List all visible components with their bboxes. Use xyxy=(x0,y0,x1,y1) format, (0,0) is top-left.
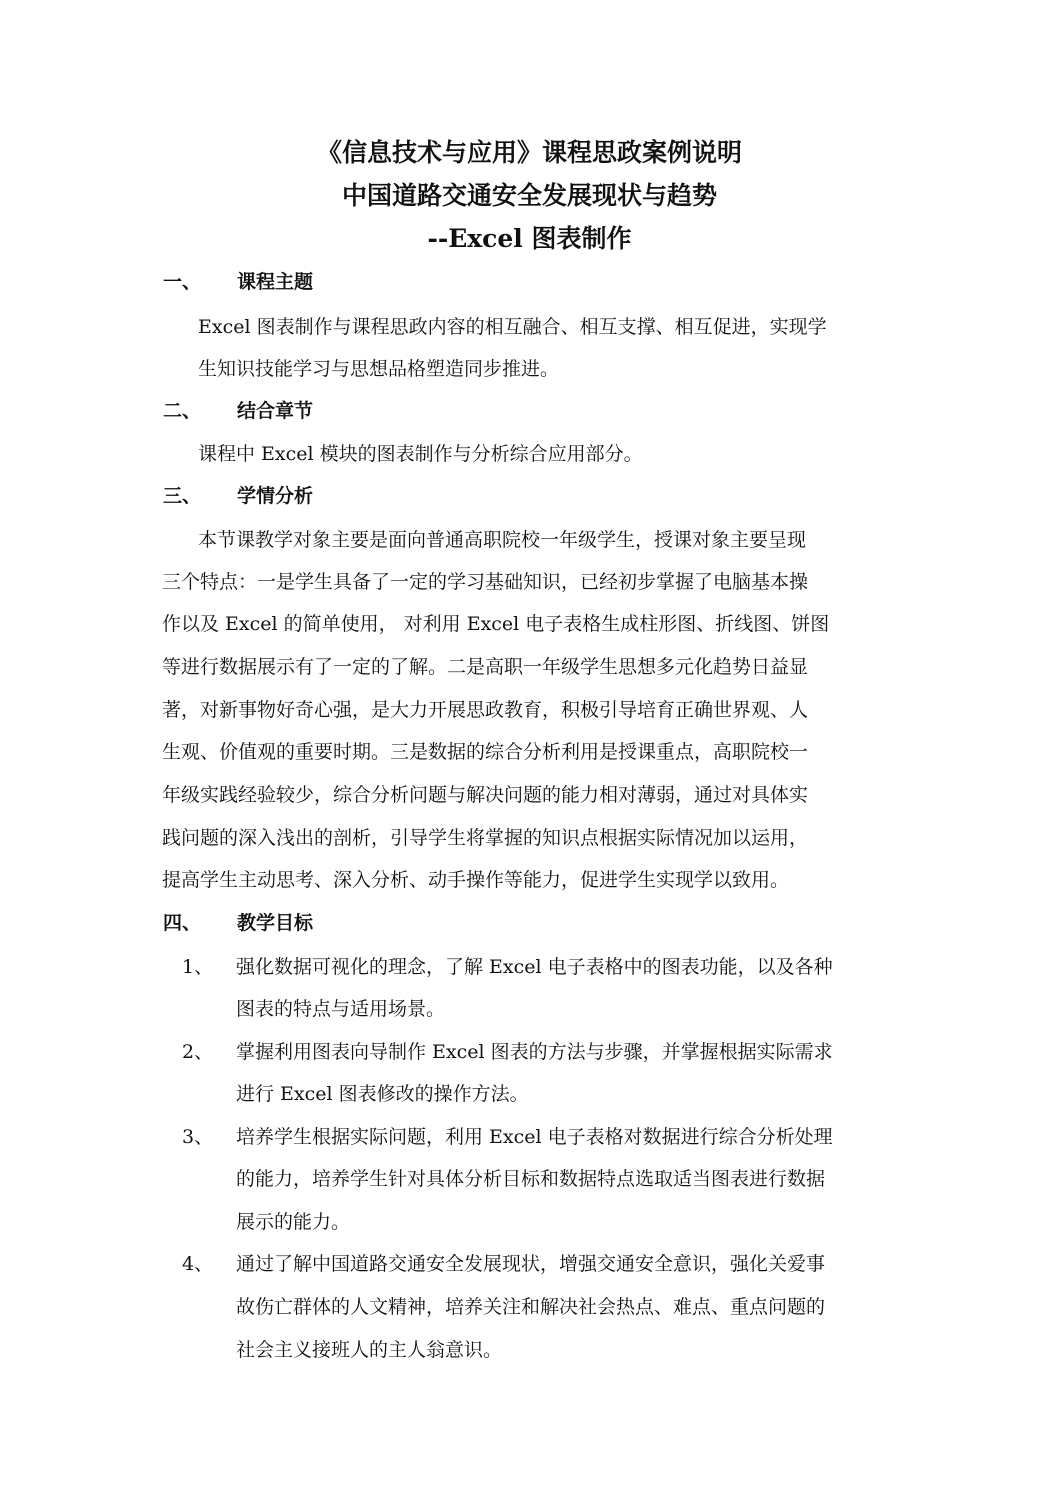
paragraph-line: 作以及 Excel 的简单使用， 对利用 Excel 电子表格生成柱形图、折线图、饼图 xyxy=(162,613,830,635)
paragraph-line: 生观、价值观的重要时期。三是数据的综合分析利用是授课重点，高职院校一 xyxy=(162,741,809,763)
list-item-line: 培养学生根据实际问题，利用 Excel 电子表格对数据进行综合分析处理 xyxy=(236,1126,833,1148)
list-item-number: 3、 xyxy=(182,1126,214,1148)
section-number: 二、 xyxy=(163,400,202,422)
paragraph-line: 著，对新事物好奇心强，是大力开展思政教育，积极引导培育正确世界观、人 xyxy=(162,699,809,721)
paragraph-line: 三个特点：一是学生具备了一定的学习基础知识，已经初步掌握了电脑基本操 xyxy=(162,571,809,593)
section-heading-course-topic xyxy=(163,270,313,294)
list-item-line: 社会主义接班人的主人翁意识。 xyxy=(236,1339,503,1361)
paragraph-line: 课程中 Excel 模块的图表制作与分析综合应用部分。 xyxy=(198,443,643,465)
list-item-number: 4、 xyxy=(182,1253,214,1275)
section-heading-teaching-goals xyxy=(163,911,313,935)
section-title: 课程主题 xyxy=(237,271,314,293)
paragraph-line: 生知识技能学习与思想品格塑造同步推进。 xyxy=(198,358,560,380)
list-item-line: 强化数据可视化的理念，了解 Excel 电子表格中的图表功能，以及各种 xyxy=(236,956,833,978)
list-item-number: 2、 xyxy=(182,1041,214,1063)
section-title: 结合章节 xyxy=(237,400,314,422)
section-number: 三、 xyxy=(163,485,202,507)
list-item-line: 通过了解中国道路交通安全发展现状，增强交通安全意识，强化关爱事 xyxy=(236,1253,826,1275)
list-item-number: 1、 xyxy=(182,956,214,978)
paragraph-line: 等进行数据展示有了一定的了解。二是高职一年级学生思想多元化趋势日益显 xyxy=(162,656,809,678)
list-item-line: 展示的能力。 xyxy=(236,1211,351,1233)
section-heading-chapter xyxy=(163,399,313,423)
list-item-line: 图表的特点与适用场景。 xyxy=(236,998,446,1020)
paragraph-line: Excel 图表制作与课程思政内容的相互融合、相互支撑、相互促进，实现学 xyxy=(198,316,827,338)
list-item-line: 的能力，培养学生针对具体分析目标和数据特点选取适当图表进行数据 xyxy=(236,1168,826,1190)
document-subtitle: 中国道路交通安全发展现状与趋势 xyxy=(341,181,717,210)
paragraph-line: 践问题的深入浅出的剖析，引导学生将掌握的知识点根据实际情况加以运用， xyxy=(162,827,809,849)
section-heading-student-analysis xyxy=(163,484,313,508)
paragraph-line: 本节课教学对象主要是面向普通高职院校一年级学生，授课对象主要呈现 xyxy=(198,529,807,551)
list-item-line: 故伤亡群体的人文精神，培养关注和解决社会热点、难点、重点问题的 xyxy=(236,1296,826,1318)
section-number: 四、 xyxy=(163,912,202,934)
document-subtitle-excel: --Excel 图表制作 xyxy=(427,224,632,253)
paragraph-line: 年级实践经验较少，综合分析问题与解决问题的能力相对薄弱，通过对具体实 xyxy=(162,784,809,806)
paragraph-line: 提高学生主动思考、深入分析、动手操作等能力，促进学生实现学以致用。 xyxy=(162,869,790,891)
section-number: 一、 xyxy=(163,271,202,293)
document-title: 《信息技术与应用》课程思政案例说明 xyxy=(316,138,742,167)
list-item-line: 掌握利用图表向导制作 Excel 图表的方法与步骤，并掌握根据实际需求 xyxy=(236,1041,833,1063)
list-item-line: 进行 Excel 图表修改的操作方法。 xyxy=(236,1083,529,1105)
section-title: 学情分析 xyxy=(237,485,314,507)
section-title: 教学目标 xyxy=(237,912,314,934)
